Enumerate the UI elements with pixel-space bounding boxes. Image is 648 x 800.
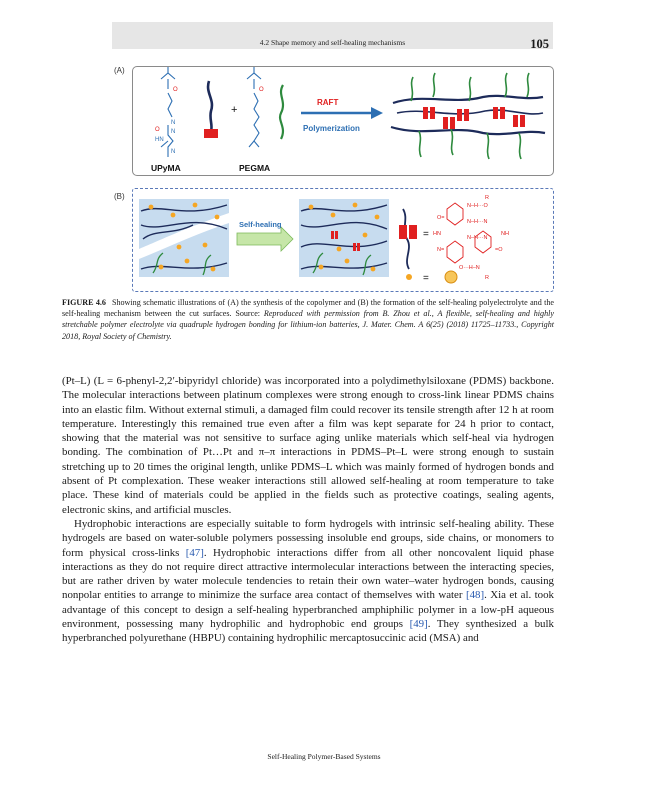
running-footer: Self-Healing Polymer-Based Systems — [267, 752, 381, 761]
upyma-atom-n2: N — [171, 129, 176, 135]
upyma-atom-hn: HN — [155, 137, 164, 143]
self-healing-scheme — [133, 189, 553, 291]
svg-text:O···H–N: O···H–N — [459, 265, 480, 271]
pegma-atom-o: O — [259, 87, 264, 93]
panel-a-synthesis — [132, 66, 554, 176]
upyma-atom-n3: N — [171, 149, 176, 155]
raft-arrowhead-icon — [371, 107, 383, 119]
legend-ion-icon — [406, 274, 412, 280]
upyma-structure — [161, 67, 175, 157]
pegma-structure — [247, 67, 261, 147]
caption-text: Showing schematic illustrations of (A) the synthesis of the copolymer and (B) the formation of the self-healing polyelectrolyte and the self-healing mechanism between the cut surfaces. Source: — [62, 298, 554, 319]
page-number: 105 — [530, 37, 549, 51]
legend-red-block2-icon — [409, 225, 417, 239]
reference-link-47[interactable]: [47] — [185, 546, 204, 559]
figure-4-6 — [112, 64, 553, 292]
svg-text:R: R — [485, 275, 489, 281]
plus-sign: + — [231, 104, 238, 116]
body-text — [62, 374, 554, 646]
caption-label: FIGURE 4.6 — [62, 298, 106, 307]
paragraph-2: Hydrophobic interactions are especially suitable to form hydrogels with intrinsic self-healing ability. These hydrogels are based on water-soluble polymers possessing insoluble end groups, side chains, or monomers to form physical cross-links [47]. Hydrophobic interactions differ from all other noncovalent liquid phase interactions as they do not require direct attractive intermolecular interactions between the interacting species, but are rather driven by water molecule tendencies to retain their own water–water hydrogen bonds, causing nonpolar entities to arrange to minimize the surface area contact of themselves with water [48]. Xia et al. took advantage of this concept to design a self-healing hyperbranched amphiphilic polymer in a low-pH aqueous environment, possessing many hydrophilic and hydrophobic end groups [49]. They synthesized a bulk hyperbranched polyurethane (HBPU) containing hydrophilic mercaptosuccinic acid (MSA) and — [62, 517, 554, 645]
panel-a-label: (A) — [114, 66, 125, 75]
svg-text:N–H···N: N–H···N — [467, 235, 488, 241]
quadruple-hbond-structure — [433, 195, 509, 281]
reference-link-49[interactable]: [49] — [409, 618, 428, 631]
paragraph-1: (Pt–L) (L = 6-phenyl-2,2′-bipyridyl chloride) was incorporated into a polydimethylsiloxane (PDMS) backbone. The molecular interactions between platinum complexes were strong enough to cross-link linear PDMS chains into an elastic film. Without external stimuli, a damaged film could recover its tensile strength after 12 h at room temperature. Interestingly this remained true even after a film was kept separate for 24 h prior to contact, showing that the material was not sensitive to surface aging unlike materials which self-heal via hydrogen bonding. The combination of Pt…Pt and π–π interactions in PDMS–Pt–L were strong enough to sustain stretching up to 20 times the original length, unlike PDMS–L which was mainly formed of hydrogen bonds and absent of Pt complexation. These weaker interactions still allowed self-healing at room temperature to take place. These kind of materials could be applied in the fields such as protective coatings, sealing agents, electronic skins, and artificial muscles. — [62, 375, 554, 516]
self-healing-label: Self-healing — [239, 220, 282, 229]
synthesis-scheme — [133, 67, 553, 175]
svg-text:O=: O= — [437, 215, 445, 221]
pegma-chain-icon — [280, 85, 283, 139]
running-header — [112, 22, 553, 49]
figure-caption — [62, 297, 554, 342]
damaged-film-icon — [139, 199, 229, 277]
svg-text:=O: =O — [495, 247, 503, 253]
polymerization-label: Polymerization — [303, 124, 360, 133]
caption-source: Reproduced with permission from B. Zhou et al., A flexible, self-healing and highly stretchable polymer electrolyte via quadruple hydrogen bonding for lithium-ion batteries, J. Mater. Chem. A 6(25) (2018) 11725–11733., Copyright 2018, Royal Society of Chemistry. — [62, 309, 554, 341]
running-title: 4.2 Shape memory and self-healing mechanisms — [259, 38, 406, 47]
panel-b-label: (B) — [114, 192, 125, 201]
svg-text:NH: NH — [501, 231, 509, 237]
svg-text:N–H···N: N–H···N — [467, 219, 488, 225]
legend-ion-large-icon — [445, 271, 457, 283]
pegma-label: PEGMA — [239, 163, 271, 173]
self-healing-arrow-icon — [237, 227, 293, 251]
panel-b-self-healing — [132, 188, 554, 292]
legend-equals-2: = — [423, 273, 429, 284]
svg-text:N=: N= — [437, 247, 445, 253]
upyma-atom-o-top: O — [173, 87, 178, 93]
svg-text:R: R — [485, 195, 489, 201]
upyma-atom-n: N — [171, 120, 176, 126]
raft-label: RAFT — [317, 98, 339, 107]
svg-text:N–H···O: N–H···O — [467, 203, 488, 209]
legend-equals-1: = — [423, 229, 429, 240]
upyma-atom-o: O — [155, 127, 160, 133]
upyma-block-icon — [204, 129, 218, 138]
upyma-chain-icon — [208, 81, 212, 131]
legend-red-block-icon — [399, 225, 407, 239]
healed-film-icon — [299, 199, 389, 277]
reference-link-48[interactable]: [48] — [465, 589, 485, 602]
copolymer-network-icon — [391, 73, 545, 159]
svg-text:HN: HN — [433, 231, 441, 237]
upyma-label: UPyMA — [151, 163, 181, 173]
